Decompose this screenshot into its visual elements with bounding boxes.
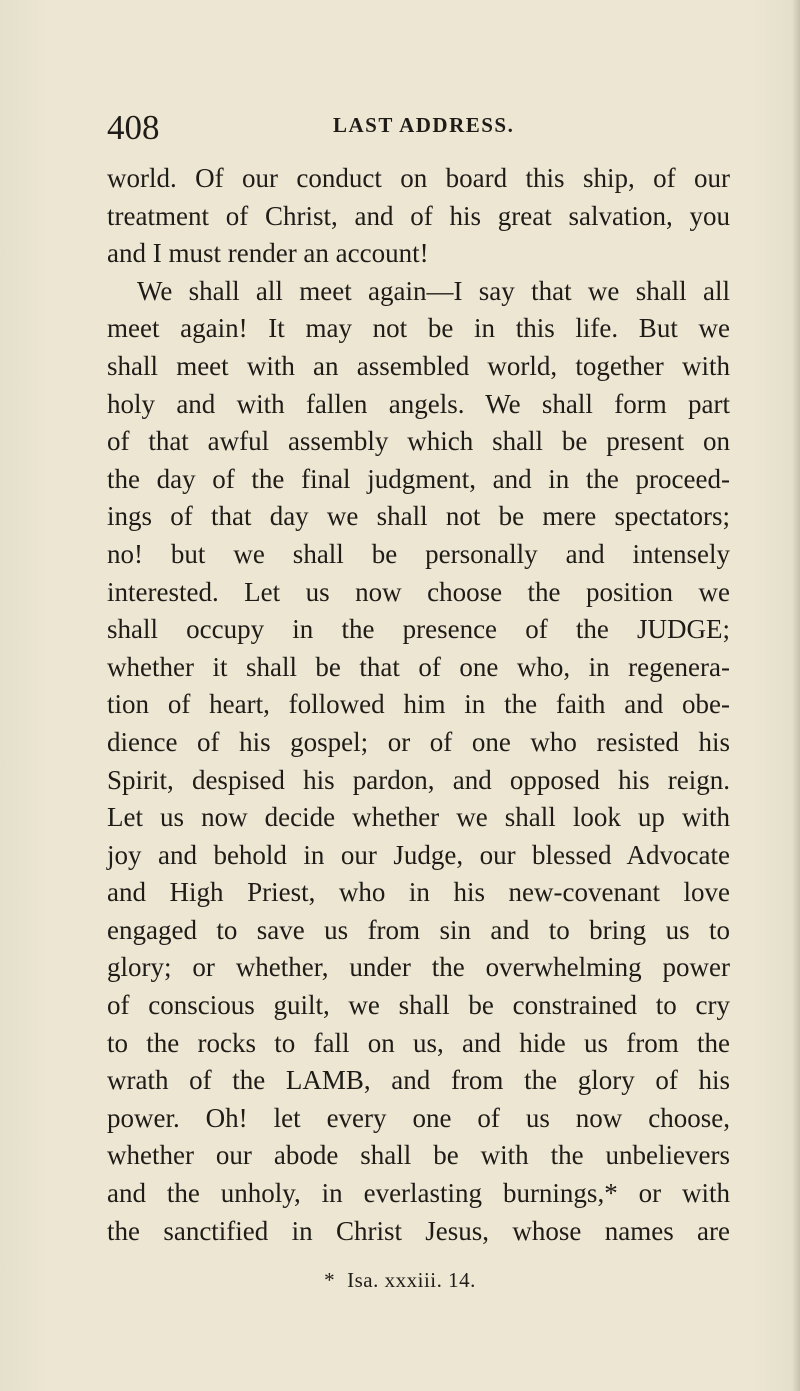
text-line: whether it shall be that of one who, in regenera-: [107, 651, 730, 682]
text-line: of that awful assembly which shall be present on: [107, 426, 730, 457]
text-line: tion of heart, followed him in the faith and obe-: [107, 689, 730, 720]
text-line: power. Oh! let every one of us now choose,: [107, 1102, 730, 1133]
text-line: no! but we shall be personally and intensely: [107, 538, 730, 569]
text-line: wrath of the LAMB, and from the glory of his: [107, 1065, 730, 1096]
scan-edge-shadow: [792, 0, 800, 1391]
text-line: ings of that day we shall not be mere spectators;: [107, 501, 730, 532]
text-line: of conscious guilt, we shall be constrained to cry: [107, 990, 730, 1021]
running-title: LAST ADDRESS.: [333, 113, 515, 137]
text-line: dience of his gospel; or of one who resisted his: [107, 726, 730, 757]
text-line: the sanctified in Christ Jesus, whose names are: [107, 1215, 730, 1246]
text-line: Let us now decide whether we shall look up with: [107, 802, 730, 833]
text-line: treatment of Christ, and of his great salvation, you: [107, 200, 730, 231]
text-line: interested. Let us now choose the position we: [107, 576, 730, 607]
running-head: [107, 108, 727, 148]
text-line: whether our abode shall be with the unbelievers: [107, 1140, 730, 1171]
text-line: shall occupy in the presence of the JUDGE;: [107, 614, 730, 645]
footnote-marker: *: [324, 1268, 336, 1292]
footnote: [0, 1268, 800, 1293]
text-line: We shall all meet again—I say that we shall all: [137, 275, 730, 306]
footnote-text: Isa. xxxiii. 14.: [347, 1268, 476, 1292]
text-line: and I must render an account!: [107, 238, 429, 269]
text-line: and High Priest, who in his new-covenant love: [107, 877, 730, 908]
text-line: joy and behold in our Judge, our blessed Advocate: [107, 839, 730, 870]
text-line: Spirit, despised his pardon, and opposed his reign.: [107, 764, 730, 795]
text-line: shall meet with an assembled world, together with: [107, 350, 730, 381]
text-line: and the unholy, in everlasting burnings,* or with: [107, 1178, 730, 1209]
text-line: glory; or whether, under the overwhelming power: [107, 952, 730, 983]
text-line: world. Of our conduct on board this ship, of our: [107, 163, 730, 193]
text-line: holy and with fallen angels. We shall form part: [107, 388, 730, 419]
body-text: [107, 160, 730, 1250]
text-line: to the rocks to fall on us, and hide us from the: [107, 1027, 730, 1058]
text-line: engaged to save us from sin and to bring us to: [107, 914, 730, 945]
text-line: meet again! It may not be in this life. But we: [107, 313, 730, 344]
page-number: 408: [107, 108, 160, 147]
text-line: the day of the final judgment, and in the proceed-: [107, 463, 730, 494]
